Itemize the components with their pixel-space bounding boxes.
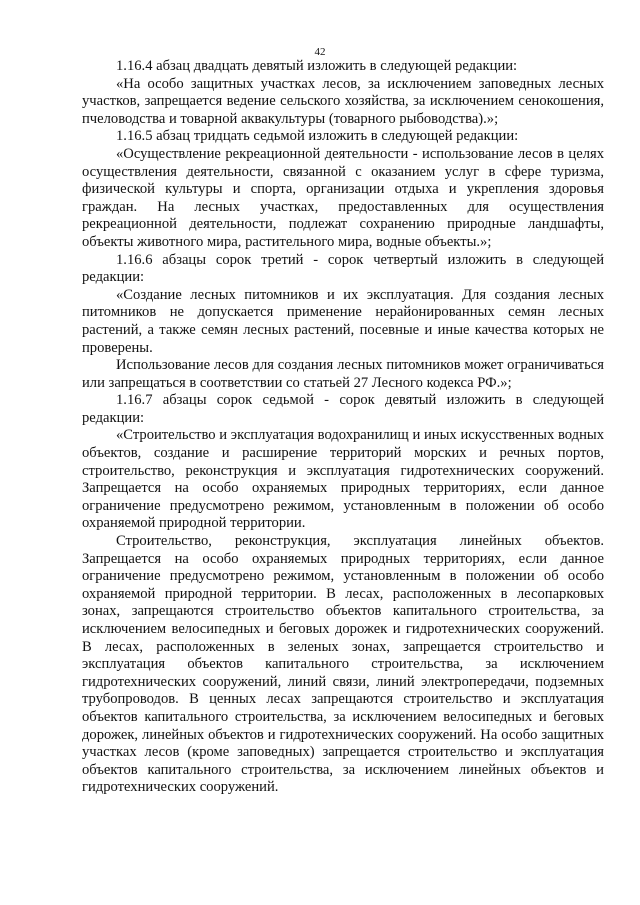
paragraph-1-16-7-text-1: «Строительство и эксплуатация водохранилищ и иных искусственных водных объектов, создание и расширение территорий морских и речных портов, строительство, реконструкция и эксплуатация гидротехнических сооружений. Запрещается на особо охраняемых природных территориях, если данное ограничение предусмотрено режимом, установленным в положении об особо охраняемой природной территории. [82, 427, 604, 532]
paragraph-1-16-6-heading: 1.16.6 абзацы сорок третий - сорок четвертый изложить в следующей редакции: [82, 251, 604, 286]
paragraph-1-16-4-text: «На особо защитных участках лесов, за исключением заповедных лесных участков, запрещается ведение сельского хозяйства, за исключением сенокошения, пчеловодства и товарной аквакультуры (товарного рыбоводства).»; [82, 75, 604, 127]
paragraph-1-16-6-text-1: «Создание лесных питомников и их эксплуатация. Для создания лесных питомников не допускается применение нерайонированных семян лесных растений, а также семян лесных растений, посевные и иные качества которых не проверены. [82, 286, 604, 356]
paragraph-1-16-7-heading: 1.16.7 абзацы сорок седьмой - сорок девятый изложить в следующей редакции: [82, 392, 604, 426]
paragraph-1-16-7-text-2: Строительство, реконструкция, эксплуатация линейных объектов. Запрещается на особо охраняемых природных территориях, если данное ограничение предусмотрено режимом, установленным в положении об особо охраняемой природной территории. В лесах, расположенных в лесопарковых зонах, запрещаются строительство объектов капитального строительства, за исключением велосипедных и беговых дорожек и гидротехнических сооружений. В лесах, расположенных в зеленых зонах, запрещается строительство и эксплуатация объектов капитального строительства, за исключением гидротехнических сооружений, линий связи, линий электропередачи, подземных трубопроводов. В ценных лесах запрещаются строительство и эксплуатация объектов капитального строительства, за исключением велосипедных и беговых дорожек, линейных объектов и гидротехнических сооружений. На особо защитных участках лесов (кроме заповедных) запрещается строительство и эксплуатация объектов капитального строительства, за исключением линейных объектов и гидротехнических сооружений. [82, 533, 604, 796]
page-number: 42 [314, 46, 326, 58]
paragraph-1-16-6-text-2: Использование лесов для создания лесных питомников может ограничиваться или запрещаться в соответствии со статьей 27 Лесного кодекса РФ.»; [82, 357, 604, 391]
paragraph-1-16-4-heading: 1.16.4 абзац двадцать девятый изложить в следующей редакции: [116, 58, 518, 74]
paragraph-1-16-5-text: «Осуществление рекреационной деятельности - использование лесов в целях осуществления деятельности, связанной с оказанием услуг в сфере туризма, физической культуры и спорта, организации отдыха и укрепления здоровья граждан. На лесных участках, предоставленных для осуществления рекреационной деятельности, подлежат сохранению природные ландшафты, объекты животного мира, растительного мира, водные объекты.»; [82, 145, 604, 250]
document-body [82, 58, 604, 797]
paragraph-1-16-5-heading: 1.16.5 абзац тридцать седьмой изложить в следующей редакции: [116, 128, 519, 145]
